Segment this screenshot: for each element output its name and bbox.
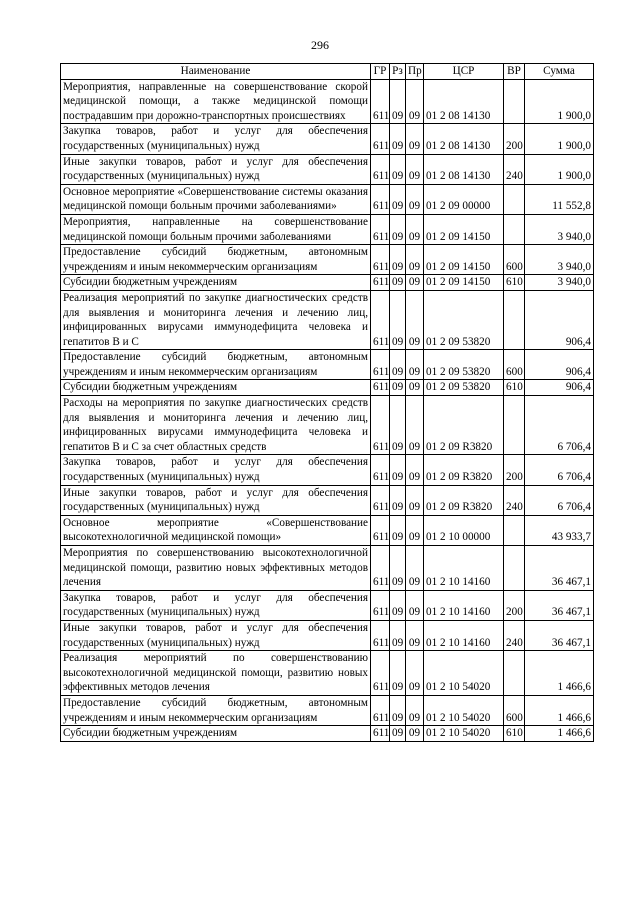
cell-rz: 09 bbox=[390, 651, 406, 696]
cell-gr: 611 bbox=[371, 275, 390, 291]
table-row bbox=[61, 245, 594, 275]
cell-pr: 09 bbox=[406, 590, 424, 620]
cell-rz: 09 bbox=[390, 590, 406, 620]
table-row bbox=[61, 726, 594, 742]
cell-rz: 09 bbox=[390, 726, 406, 742]
cell-csr: 01 2 10 54020 bbox=[424, 726, 504, 742]
table-row bbox=[61, 590, 594, 620]
cell-rz: 09 bbox=[390, 79, 406, 124]
cell-sum: 906,4 bbox=[525, 290, 594, 349]
budget-table bbox=[60, 63, 594, 742]
cell-csr: 01 2 10 14160 bbox=[424, 546, 504, 591]
table-row bbox=[61, 124, 594, 154]
cell-name: Иные закупки товаров, работ и услуг для обеспечения государственных (муниципальных) нужд bbox=[61, 485, 371, 515]
cell-gr: 611 bbox=[371, 124, 390, 154]
cell-sum: 3 940,0 bbox=[525, 275, 594, 291]
cell-name: Основное мероприятие «Совершенствование высокотехнологичной медицинской помощи» bbox=[61, 515, 371, 545]
cell-pr: 09 bbox=[406, 184, 424, 214]
cell-gr: 611 bbox=[371, 651, 390, 696]
cell-name: Субсидии бюджетным учреждениям bbox=[61, 726, 371, 742]
cell-vr bbox=[504, 214, 525, 244]
cell-pr: 09 bbox=[406, 485, 424, 515]
cell-rz: 09 bbox=[390, 124, 406, 154]
cell-vr: 610 bbox=[504, 726, 525, 742]
cell-csr: 01 2 09 R3820 bbox=[424, 455, 504, 485]
cell-gr: 611 bbox=[371, 726, 390, 742]
cell-name: Реализация мероприятий по закупке диагностических средств для выявления и мониторинга лечения и лечению лиц, инфицированных вирусами иммунодефицита человека и гепатитов В и С bbox=[61, 290, 371, 349]
cell-sum: 11 552,8 bbox=[525, 184, 594, 214]
cell-gr: 611 bbox=[371, 245, 390, 275]
cell-gr: 611 bbox=[371, 380, 390, 396]
cell-pr: 09 bbox=[406, 515, 424, 545]
cell-name: Предоставление субсидий бюджетным, автономным учреждениям и иным некоммерческим организациям bbox=[61, 245, 371, 275]
cell-sum: 6 706,4 bbox=[525, 455, 594, 485]
cell-name: Субсидии бюджетным учреждениям bbox=[61, 380, 371, 396]
cell-pr: 09 bbox=[406, 455, 424, 485]
cell-sum: 3 940,0 bbox=[525, 214, 594, 244]
cell-vr bbox=[504, 396, 525, 455]
cell-csr: 01 2 09 53820 bbox=[424, 350, 504, 380]
cell-name: Иные закупки товаров, работ и услуг для обеспечения государственных (муниципальных) нужд bbox=[61, 620, 371, 650]
cell-csr: 01 2 08 14130 bbox=[424, 154, 504, 184]
cell-csr: 01 2 09 53820 bbox=[424, 290, 504, 349]
cell-pr: 09 bbox=[406, 245, 424, 275]
table-row bbox=[61, 620, 594, 650]
cell-vr bbox=[504, 184, 525, 214]
table-row bbox=[61, 651, 594, 696]
cell-pr: 09 bbox=[406, 154, 424, 184]
table-row bbox=[61, 79, 594, 124]
cell-vr: 200 bbox=[504, 455, 525, 485]
cell-vr: 240 bbox=[504, 485, 525, 515]
cell-name: Расходы на мероприятия по закупке диагностических средств для выявления и мониторинга лечения и лечению лиц, инфицированных вирусами иммунодефицита человека и гепатитов В и С за счет областных средств bbox=[61, 396, 371, 455]
cell-pr: 09 bbox=[406, 350, 424, 380]
cell-sum: 1 900,0 bbox=[525, 154, 594, 184]
cell-rz: 09 bbox=[390, 350, 406, 380]
cell-pr: 09 bbox=[406, 380, 424, 396]
cell-csr: 01 2 08 14130 bbox=[424, 79, 504, 124]
cell-rz: 09 bbox=[390, 245, 406, 275]
cell-name: Закупка товаров, работ и услуг для обеспечения государственных (муниципальных) нужд bbox=[61, 455, 371, 485]
cell-name: Реализация мероприятий по совершенствованию высокотехнологичной медицинской помощи, развитию новых эффективных методов лечения bbox=[61, 651, 371, 696]
table-row bbox=[61, 184, 594, 214]
cell-vr bbox=[504, 651, 525, 696]
cell-sum: 6 706,4 bbox=[525, 485, 594, 515]
header-csr: ЦСР bbox=[424, 64, 504, 80]
cell-pr: 09 bbox=[406, 275, 424, 291]
cell-vr: 240 bbox=[504, 620, 525, 650]
cell-csr: 01 2 09 00000 bbox=[424, 184, 504, 214]
cell-rz: 09 bbox=[390, 546, 406, 591]
table-row bbox=[61, 290, 594, 349]
cell-pr: 09 bbox=[406, 695, 424, 725]
cell-rz: 09 bbox=[390, 154, 406, 184]
table-row bbox=[61, 695, 594, 725]
cell-name: Предоставление субсидий бюджетным, автономным учреждениям и иным некоммерческим организациям bbox=[61, 350, 371, 380]
cell-sum: 43 933,7 bbox=[525, 515, 594, 545]
cell-gr: 611 bbox=[371, 695, 390, 725]
cell-sum: 6 706,4 bbox=[525, 396, 594, 455]
cell-vr: 200 bbox=[504, 590, 525, 620]
cell-sum: 1 466,6 bbox=[525, 726, 594, 742]
cell-sum: 1 900,0 bbox=[525, 124, 594, 154]
table-row bbox=[61, 380, 594, 396]
cell-sum: 906,4 bbox=[525, 380, 594, 396]
cell-rz: 09 bbox=[390, 396, 406, 455]
cell-pr: 09 bbox=[406, 124, 424, 154]
cell-vr: 610 bbox=[504, 380, 525, 396]
cell-csr: 01 2 09 53820 bbox=[424, 380, 504, 396]
cell-vr bbox=[504, 546, 525, 591]
cell-gr: 611 bbox=[371, 396, 390, 455]
cell-vr bbox=[504, 515, 525, 545]
cell-csr: 01 2 09 R3820 bbox=[424, 485, 504, 515]
table-row bbox=[61, 154, 594, 184]
cell-vr bbox=[504, 79, 525, 124]
cell-name: Мероприятия, направленные на совершенствование скорой медицинской помощи, а также медицинской помощи пострадавшим при дорожно-транспортных происшествиях bbox=[61, 79, 371, 124]
cell-gr: 611 bbox=[371, 455, 390, 485]
cell-name: Мероприятия по совершенствованию высокотехнологичной медицинской помощи, развитию новых эффективных методов лечения bbox=[61, 546, 371, 591]
cell-gr: 611 bbox=[371, 515, 390, 545]
cell-vr: 240 bbox=[504, 154, 525, 184]
cell-sum: 1 466,6 bbox=[525, 695, 594, 725]
cell-gr: 611 bbox=[371, 546, 390, 591]
cell-pr: 09 bbox=[406, 726, 424, 742]
cell-rz: 09 bbox=[390, 290, 406, 349]
cell-rz: 09 bbox=[390, 485, 406, 515]
cell-gr: 611 bbox=[371, 79, 390, 124]
table-row bbox=[61, 485, 594, 515]
cell-gr: 611 bbox=[371, 350, 390, 380]
cell-vr bbox=[504, 290, 525, 349]
cell-name: Предоставление субсидий бюджетным, автономным учреждениям и иным некоммерческим организациям bbox=[61, 695, 371, 725]
cell-csr: 01 2 09 14150 bbox=[424, 214, 504, 244]
cell-pr: 09 bbox=[406, 79, 424, 124]
cell-sum: 36 467,1 bbox=[525, 546, 594, 591]
cell-csr: 01 2 08 14130 bbox=[424, 124, 504, 154]
cell-rz: 09 bbox=[390, 620, 406, 650]
cell-csr: 01 2 09 14150 bbox=[424, 275, 504, 291]
cell-csr: 01 2 09 14150 bbox=[424, 245, 504, 275]
cell-pr: 09 bbox=[406, 651, 424, 696]
page-number: 296 bbox=[311, 38, 329, 52]
cell-pr: 09 bbox=[406, 620, 424, 650]
header-pr: Пр bbox=[406, 64, 424, 80]
cell-pr: 09 bbox=[406, 546, 424, 591]
cell-csr: 01 2 10 14160 bbox=[424, 590, 504, 620]
header-vr: ВР bbox=[504, 64, 525, 80]
header-name: Наименование bbox=[61, 64, 371, 80]
cell-name: Субсидии бюджетным учреждениям bbox=[61, 275, 371, 291]
cell-name: Иные закупки товаров, работ и услуг для обеспечения государственных (муниципальных) нужд bbox=[61, 154, 371, 184]
table-row bbox=[61, 455, 594, 485]
table-row bbox=[61, 214, 594, 244]
cell-pr: 09 bbox=[406, 214, 424, 244]
cell-vr: 600 bbox=[504, 350, 525, 380]
table-body bbox=[61, 79, 594, 741]
cell-rz: 09 bbox=[390, 184, 406, 214]
cell-gr: 611 bbox=[371, 154, 390, 184]
header-rz: Рз bbox=[390, 64, 406, 80]
cell-gr: 611 bbox=[371, 214, 390, 244]
cell-gr: 611 bbox=[371, 590, 390, 620]
cell-sum: 3 940,0 bbox=[525, 245, 594, 275]
cell-csr: 01 2 10 54020 bbox=[424, 695, 504, 725]
cell-csr: 01 2 10 00000 bbox=[424, 515, 504, 545]
cell-gr: 611 bbox=[371, 184, 390, 214]
cell-pr: 09 bbox=[406, 396, 424, 455]
table-row bbox=[61, 515, 594, 545]
cell-rz: 09 bbox=[390, 214, 406, 244]
cell-sum: 1 466,6 bbox=[525, 651, 594, 696]
cell-rz: 09 bbox=[390, 275, 406, 291]
table-row bbox=[61, 396, 594, 455]
cell-sum: 906,4 bbox=[525, 350, 594, 380]
cell-name: Закупка товаров, работ и услуг для обеспечения государственных (муниципальных) нужд bbox=[61, 124, 371, 154]
table-row bbox=[61, 275, 594, 291]
table-header-row bbox=[61, 64, 594, 80]
cell-rz: 09 bbox=[390, 695, 406, 725]
header-gr: ГР bbox=[371, 64, 390, 80]
cell-sum: 36 467,1 bbox=[525, 590, 594, 620]
cell-vr: 600 bbox=[504, 245, 525, 275]
cell-name: Основное мероприятие «Совершенствование системы оказания медицинской помощи больным прочими заболеваниями» bbox=[61, 184, 371, 214]
header-sum: Сумма bbox=[525, 64, 594, 80]
cell-gr: 611 bbox=[371, 290, 390, 349]
table-row bbox=[61, 546, 594, 591]
cell-rz: 09 bbox=[390, 515, 406, 545]
cell-rz: 09 bbox=[390, 380, 406, 396]
cell-vr: 610 bbox=[504, 275, 525, 291]
cell-sum: 1 900,0 bbox=[525, 79, 594, 124]
cell-name: Закупка товаров, работ и услуг для обеспечения государственных (муниципальных) нужд bbox=[61, 590, 371, 620]
cell-gr: 611 bbox=[371, 620, 390, 650]
cell-vr: 600 bbox=[504, 695, 525, 725]
cell-pr: 09 bbox=[406, 290, 424, 349]
cell-csr: 01 2 10 14160 bbox=[424, 620, 504, 650]
cell-rz: 09 bbox=[390, 455, 406, 485]
cell-name: Мероприятия, направленные на совершенствование медицинской помощи больным прочими заболеваниями bbox=[61, 214, 371, 244]
cell-vr: 200 bbox=[504, 124, 525, 154]
cell-sum: 36 467,1 bbox=[525, 620, 594, 650]
cell-gr: 611 bbox=[371, 485, 390, 515]
cell-csr: 01 2 09 R3820 bbox=[424, 396, 504, 455]
cell-csr: 01 2 10 54020 bbox=[424, 651, 504, 696]
table-row bbox=[61, 350, 594, 380]
